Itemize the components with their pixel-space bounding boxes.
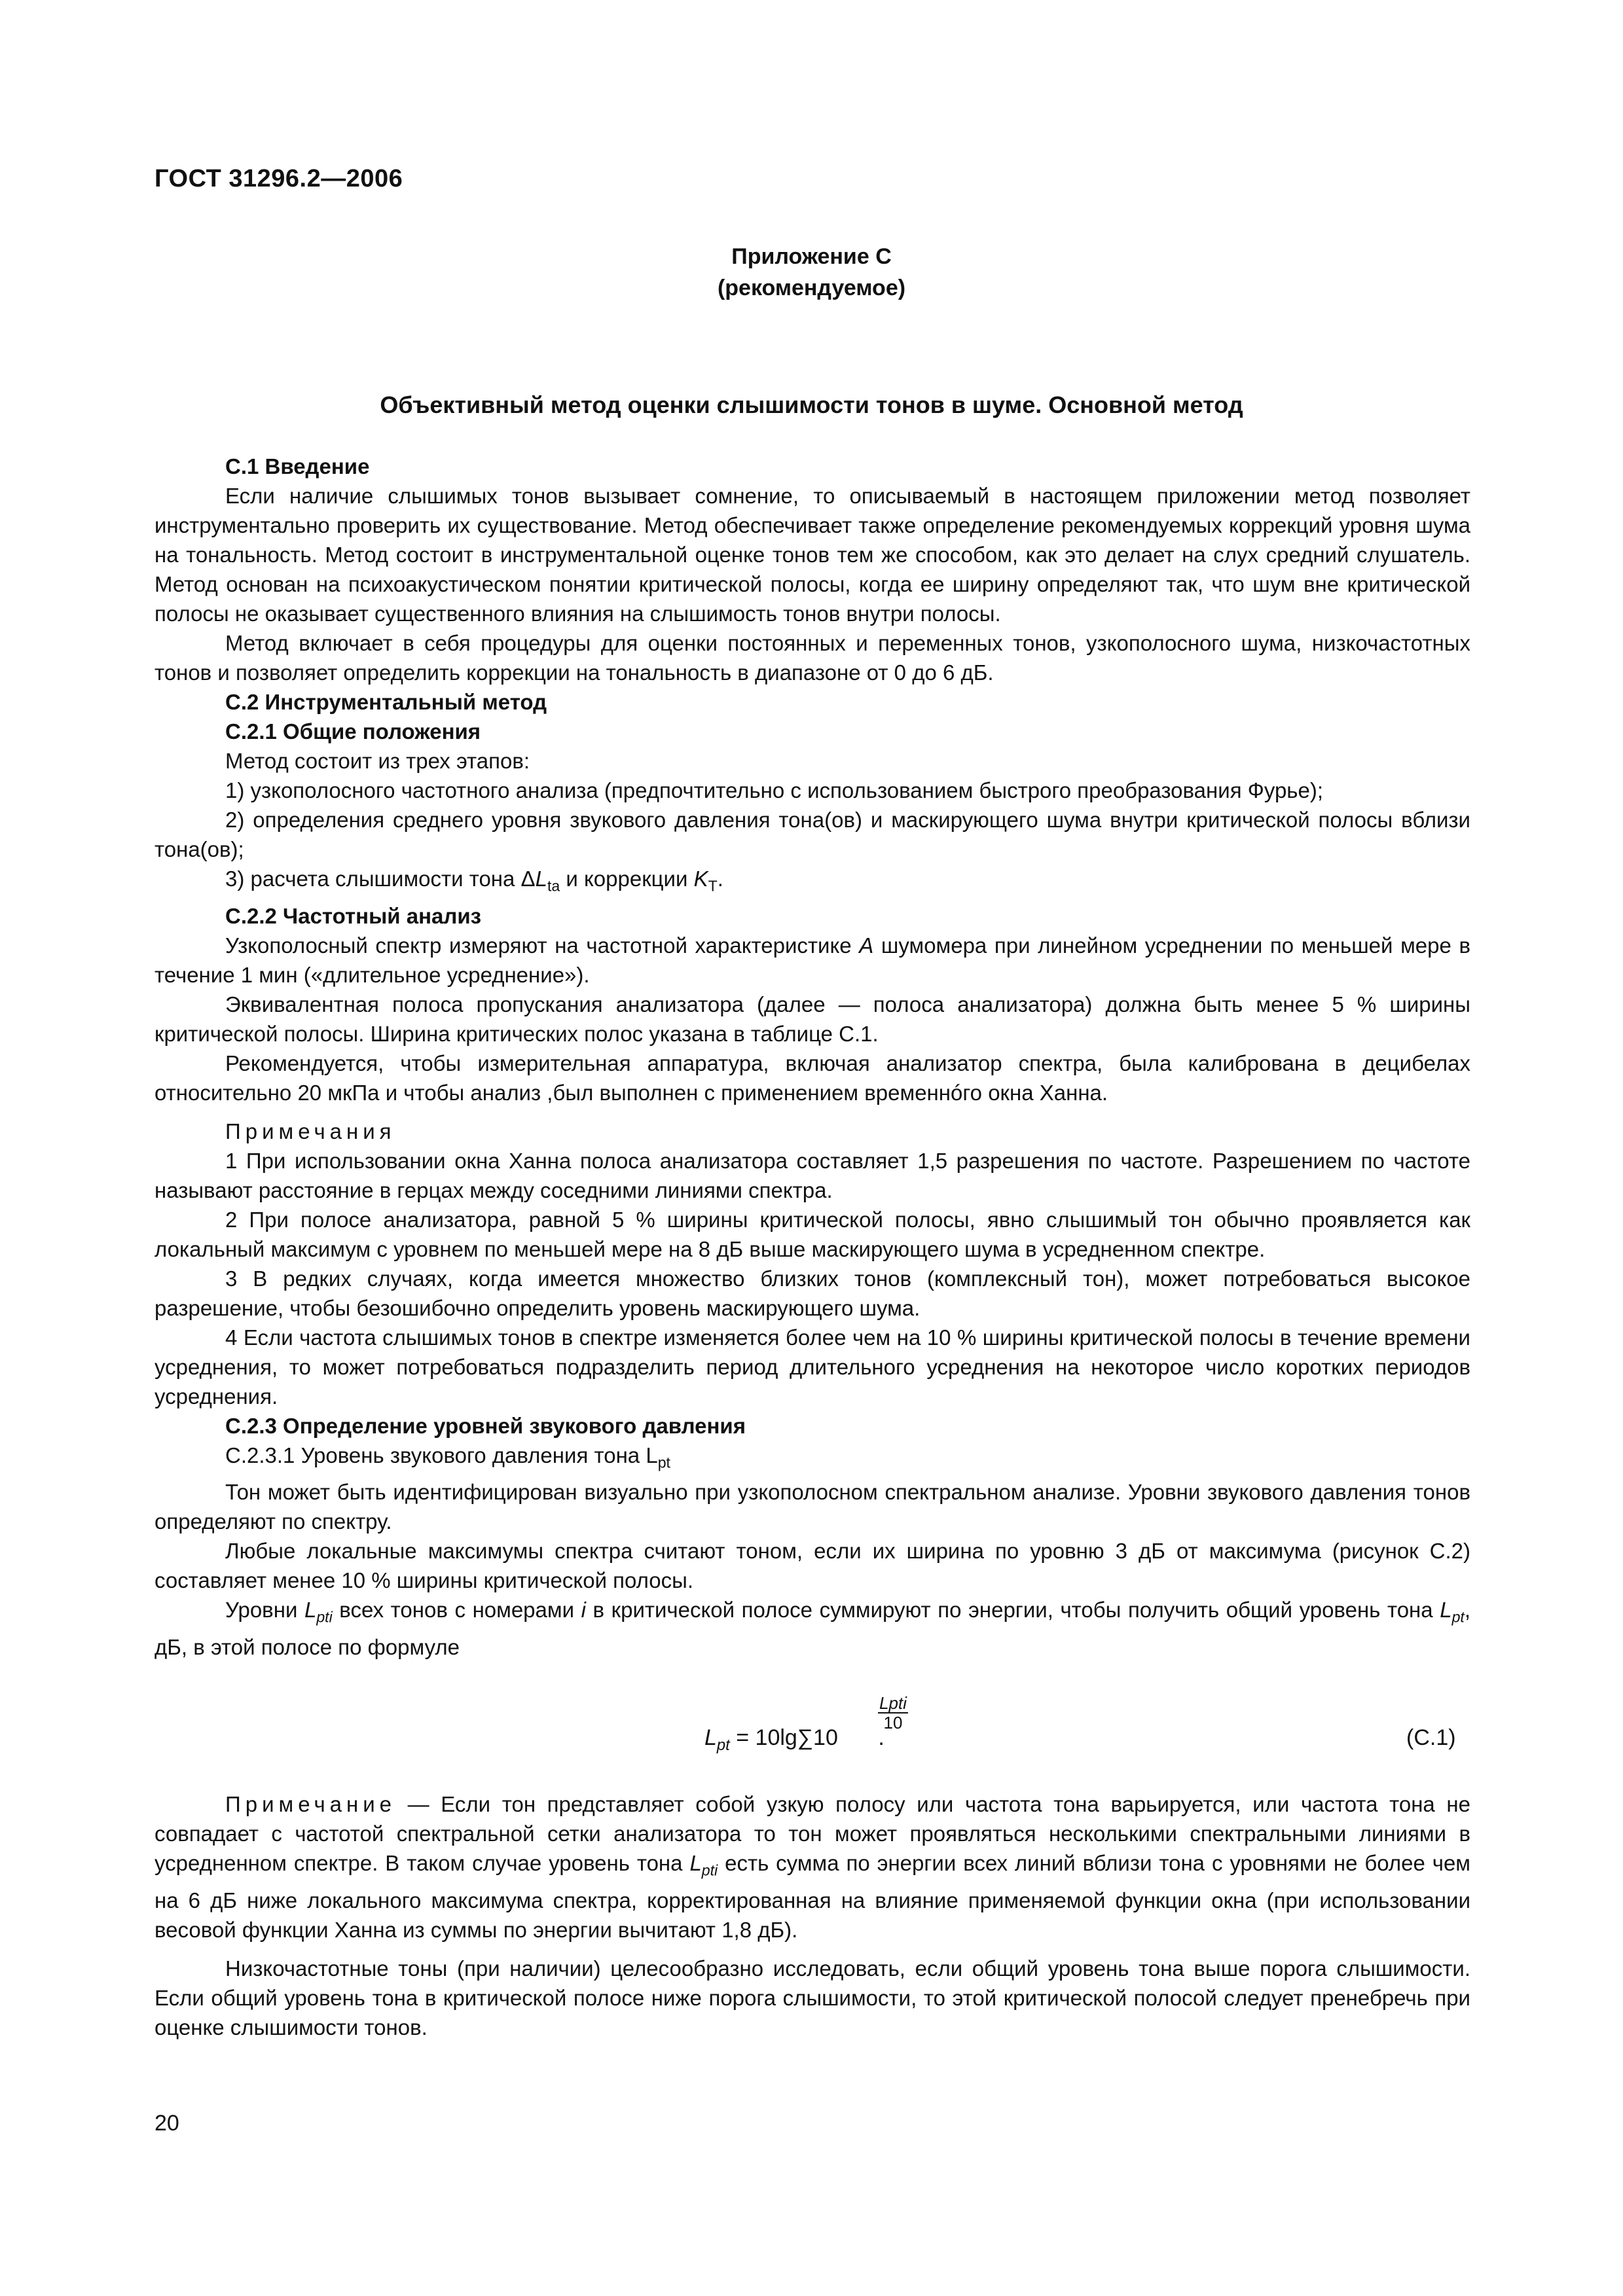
paragraph: Тон может быть идентифицирован визуально при узкополосном спектральном анализе. Уровни звукового давления тонов определяют по спектру. [155, 1480, 1470, 1534]
page-number: 20 [155, 2111, 179, 2136]
text-run: — Если тон представляет собой узкую полосу или частота тона варьируется, или частота тона не совпадает с частотой спектральной сетки анализатора то тон может проявляться несколькими спектральными линиями в усредненном спектре. В таком случае уровень тона [155, 1792, 1470, 1875]
subscript-text: pti [316, 1608, 333, 1626]
paragraph: Метод включает в себя процедуры для оценки постоянных и переменных тонов, узкополосного шума, низкочастотных тонов и позволяет определить коррекции на тональность в диапазоне от 0 до 6 дБ. [155, 631, 1470, 685]
symbol: i [581, 1598, 586, 1623]
text-run: 3) расчета слышимости тона Δ [225, 867, 536, 891]
formula-end: . [871, 1725, 884, 1750]
formula-number: (С.1) [1406, 1725, 1456, 1750]
document-body-continued [155, 1789, 1470, 2042]
paragraph [155, 931, 1470, 990]
formula-subscript [717, 1736, 730, 1754]
exponent-denominator: 10 [883, 1713, 903, 1732]
text-run: и коррекции [560, 867, 694, 891]
appendix-label: Приложение С [731, 244, 892, 269]
subscript: T [708, 877, 718, 895]
text-run: Узкополосный спектр измеряют на частотной характеристике [225, 933, 860, 958]
section-heading: С.2.2 Частотный анализ [225, 903, 482, 928]
formula-c1 [704, 1693, 907, 1755]
text-run: , дБ, в этой полосе по формуле [155, 1598, 1471, 1659]
section-heading: С.2 Инструментальный метод [225, 690, 547, 714]
text-run: в критической полосе суммируют по энергии, чтобы получить общий уровень тона [585, 1598, 1440, 1623]
subscript-text: pti [701, 1861, 718, 1879]
text-run: Уровни [225, 1598, 304, 1623]
subscript: pt [657, 1454, 670, 1471]
symbol: L [535, 867, 547, 891]
symbol: L [1440, 1598, 1452, 1623]
list-item: 2) определения среднего уровня звукового давления тона(ов) и маскирующего шума внутри критической полосы вблизи тона(ов); [155, 808, 1470, 861]
note: 1 При использовании окна Ханна полоса анализатора составляет 1,5 разрешения по частоте. Разрешением по частоте называют расстояние в герцах между соседними линиями спектра. [155, 1148, 1470, 1202]
subscript [702, 1862, 718, 1879]
paragraph: Низкочастотные тоны (при наличии) целесообразно исследовать, если общий уровень тона выше порога слышимости. Если общий уровень тона в критической полосе ниже порога слышимости, то этой критической полосой следует пренебречь при оценке слышимости тонов. [155, 1956, 1470, 2039]
note: 3 В редких случаях, когда имеется множество близких тонов (комплексный тон), может потребоваться высокое разрешение, чтобы безошибочно определить уровень маскирующего шума. [155, 1266, 1470, 1320]
text-run: всех тонов с номерами [332, 1598, 581, 1623]
note: 2 При полосе анализатора, равной 5 % ширины критической полосы, явно слышимый тон обычно проявляется как локальный максимум с уровнем по меньшей мере на 8 дБ выше маскирующего шума в усредненном спектре. [155, 1207, 1470, 1261]
symbol: K [693, 867, 708, 891]
subsection-heading [155, 1441, 1470, 1478]
appendix-status: (рекомендуемое) [717, 276, 906, 300]
subscript [1452, 1609, 1465, 1626]
document-body [155, 452, 1470, 1662]
text-run: шумомера при линейном усреднении по меньшей мере в течение 1 мин («длительное усреднение»). [155, 933, 1470, 987]
section-heading: С.2.1 Общие положения [225, 719, 481, 744]
paragraph: Если наличие слышимых тонов вызывает сомнение, то описываемый в настоящем приложении метод позволяет инструментально проверить их существование. Метод обеспечивает также определение рекомендуемых коррекций уровня шума на тональность. Метод состоит в инструментальной оценке тонов тем же способом, как это делает на слух средний слушатель. Метод основан на психоакустическом понятии критической полосы, когда ее ширину определяют так, что шум вне критической полосы не оказывает существенного влияния на слышимость тонов внутри полосы. [155, 484, 1470, 626]
annex-title: Объективный метод оценки слышимости тонов в шуме. Основной метод [380, 391, 1243, 418]
note: 4 Если частота слышимых тонов в спектре изменяется более чем на 10 % ширины критической полосы в течение времени усреднения, то может потребоваться подразделить период длительного усреднения на некоторое число коротких периодов усреднения. [155, 1325, 1470, 1408]
symbol: А [859, 933, 874, 958]
formula-symbol: L [704, 1725, 717, 1750]
exponent-numerator: Lpti [879, 1693, 907, 1713]
section-heading: С.2.3 Определение уровней звукового давления [225, 1413, 746, 1438]
paragraph: Любые локальные максимумы спектра считают тоном, если их ширина по уровню 3 дБ от максимума (рисунок С.2) составляет менее 10 % ширины критической полосы. [155, 1539, 1470, 1593]
notes-heading: Примечания [225, 1119, 396, 1143]
subscript [316, 1609, 332, 1626]
paragraph [155, 1595, 1470, 1662]
text-run: С.2.3.1 Уровень звукового давления тона L [225, 1443, 658, 1467]
formula-exponent [878, 1694, 908, 1732]
paragraph: Метод состоит из трех этапов: [225, 749, 530, 773]
list-item: 1) узкополосного частотного анализа (предпочтительно с использованием быстрого преобразования Фурье); [225, 778, 1324, 802]
note [155, 1789, 1470, 1945]
subscript-text: pt [1451, 1608, 1465, 1626]
paragraph: Рекомендуется, чтобы измерительная аппаратура, включая анализатор спектра, была калибрована в децибелах относительно 20 мкПа и чтобы анализ ,был выполнен с применением временнóго окна Ханна. [155, 1050, 1470, 1105]
standard-header: ГОСТ 31296.2—2006 [155, 165, 403, 192]
formula-rhs: = 10lg∑10 [729, 1725, 838, 1750]
list-item [155, 864, 1470, 901]
paragraph: Эквивалентная полоса пропускания анализатора (далее — полоса анализатора) должна быть менее 5 % ширины критической полосы. Ширина критических полос указана в таблице С.1. [155, 992, 1470, 1046]
subscript: ta [547, 877, 560, 895]
note-label: Примечание [225, 1792, 397, 1816]
text-run: . [717, 867, 723, 891]
section-heading: С.1 Введение [225, 454, 370, 478]
symbol: L [689, 1851, 702, 1875]
symbol: L [304, 1598, 317, 1623]
text-run: есть сумма по энергии всех линий вблизи тона с уровнями не более чем на 6 дБ ниже локального максимума спектра, корректированная на влияние применяемой функции окна (при использовании весовой функции Ханна из суммы по энергии вычитают 1,8 дБ). [155, 1851, 1470, 1942]
subscript-text: pt [716, 1736, 730, 1754]
